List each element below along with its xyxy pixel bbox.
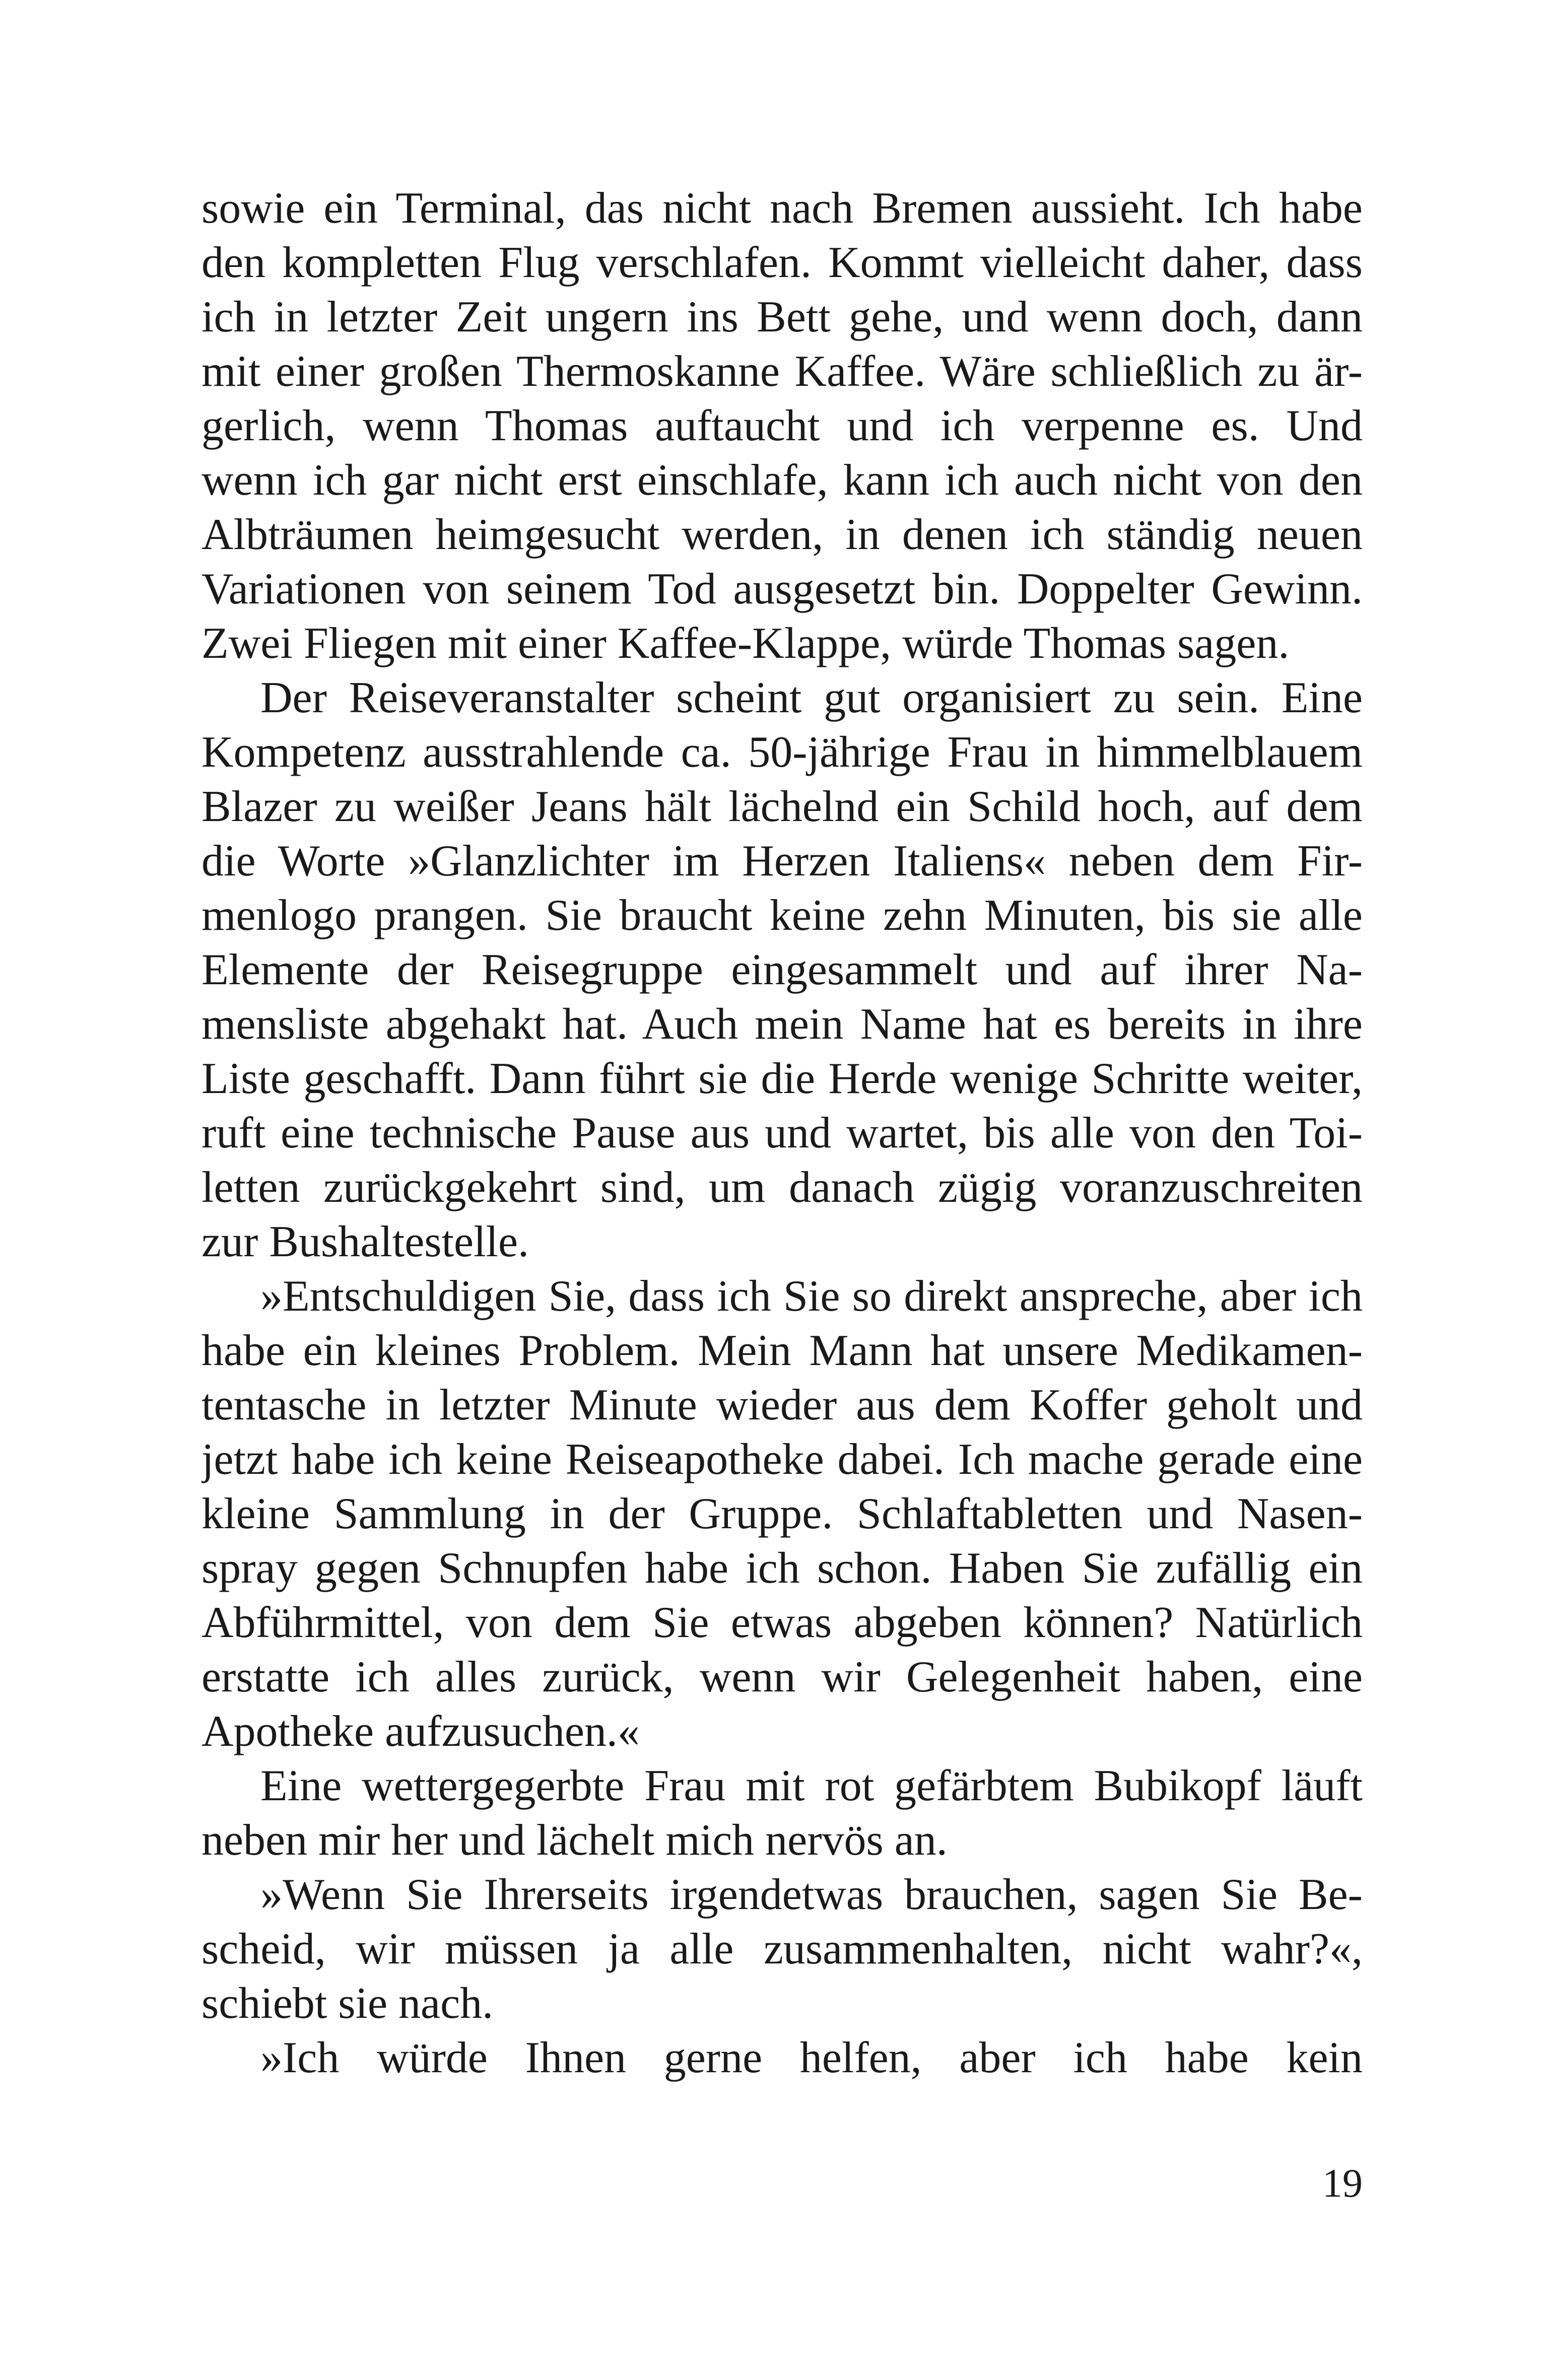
text-line: Kompetenz ausstrahlende ca. 50-jährige Frau in himmelblauem (201, 728, 1363, 777)
text-line: kleine Sammlung in der Gruppe. Schlaftabletten und Nasen- (201, 1489, 1363, 1538)
text-line: mensliste abgehakt hat. Auch mein Name hat es bereits in ihre (201, 1000, 1363, 1049)
text-line: menlogo prangen. Sie braucht keine zehn Minuten, bis sie alle (201, 891, 1363, 940)
text-line: sowie ein Terminal, das nicht nach Bremen aussieht. Ich habe (201, 184, 1363, 233)
text-line: Der Reiseveranstalter scheint gut organisiert zu sein. Eine (260, 673, 1363, 722)
text-line: jetzt habe ich keine Reiseapotheke dabei. Ich mache gerade eine (201, 1435, 1363, 1484)
text-line: erstatte ich alles zurück, wenn wir Gelegenheit haben, eine (201, 1653, 1363, 1702)
text-line: mit einer großen Thermoskanne Kaffee. Wäre schließlich zu är- (201, 347, 1363, 396)
text-line: ruft eine technische Pause aus und wartet, bis alle von den Toi- (201, 1109, 1363, 1158)
body-text (201, 181, 1363, 2085)
text-line: Apotheke aufzusuchen.« (201, 1707, 640, 1756)
text-line: Zwei Fliegen mit einer Kaffee-Klappe, würde Thomas sagen. (201, 619, 1290, 668)
text-line: spray gegen Schnupfen habe ich schon. Haben Sie zufällig ein (201, 1544, 1363, 1593)
text-line: den kompletten Flug verschlafen. Kommt vielleicht daher, dass (201, 238, 1363, 287)
text-line: Albträumen heimgesucht werden, in denen ich ständig neuen (201, 510, 1363, 559)
text-line: tentasche in letzter Minute wieder aus dem Koffer geholt und (201, 1381, 1363, 1430)
text-line: »Wenn Sie Ihrerseits irgendetwas brauchen, sagen Sie Be- (260, 1870, 1363, 1919)
text-line: »Ich würde Ihnen gerne helfen, aber ich habe kein (260, 2033, 1363, 2082)
text-line: wenn ich gar nicht erst einschlafe, kann ich auch nicht von den (201, 456, 1363, 505)
text-line: Blazer zu weißer Jeans hält lächelnd ein Schild hoch, auf dem (201, 782, 1363, 831)
text-line: habe ein kleines Problem. Mein Mann hat unsere Medikamen- (201, 1326, 1363, 1375)
text-line: ich in letzter Zeit ungern ins Bett gehe, und wenn doch, dann (201, 293, 1363, 342)
text-line: gerlich, wenn Thomas auftaucht und ich verpenne es. Und (201, 401, 1363, 450)
text-line: Elemente der Reisegruppe eingesammelt und auf ihrer Na- (201, 945, 1363, 994)
text-line: Variationen von seinem Tod ausgesetzt bin. Doppelter Gewinn. (201, 565, 1363, 614)
page-number: 19 (1322, 2161, 1363, 2206)
text-line: neben mir her und lächelt mich nervös an. (201, 1816, 948, 1865)
text-line: letten zurückgekehrt sind, um danach zügig voranzuschreiten (201, 1163, 1363, 1212)
text-line: Abführmittel, von dem Sie etwas abgeben können? Natürlich (201, 1598, 1363, 1647)
text-line: Eine wettergegerbte Frau mit rot gefärbtem Bubikopf läuft (260, 1761, 1363, 1810)
text-line: schiebt sie nach. (201, 1979, 494, 2028)
text-line: die Worte »Glanzlichter im Herzen Italiens« neben dem Fir- (201, 837, 1363, 886)
text-line: scheid, wir müssen ja alle zusammenhalten, nicht wahr?«, (201, 1925, 1363, 1974)
text-line: Liste geschafft. Dann führt sie die Herde wenige Schritte weiter, (201, 1054, 1363, 1103)
text-line: zur Bushaltestelle. (201, 1217, 529, 1266)
text-line: »Entschuldigen Sie, dass ich Sie so direkt anspreche, aber ich (260, 1272, 1363, 1321)
